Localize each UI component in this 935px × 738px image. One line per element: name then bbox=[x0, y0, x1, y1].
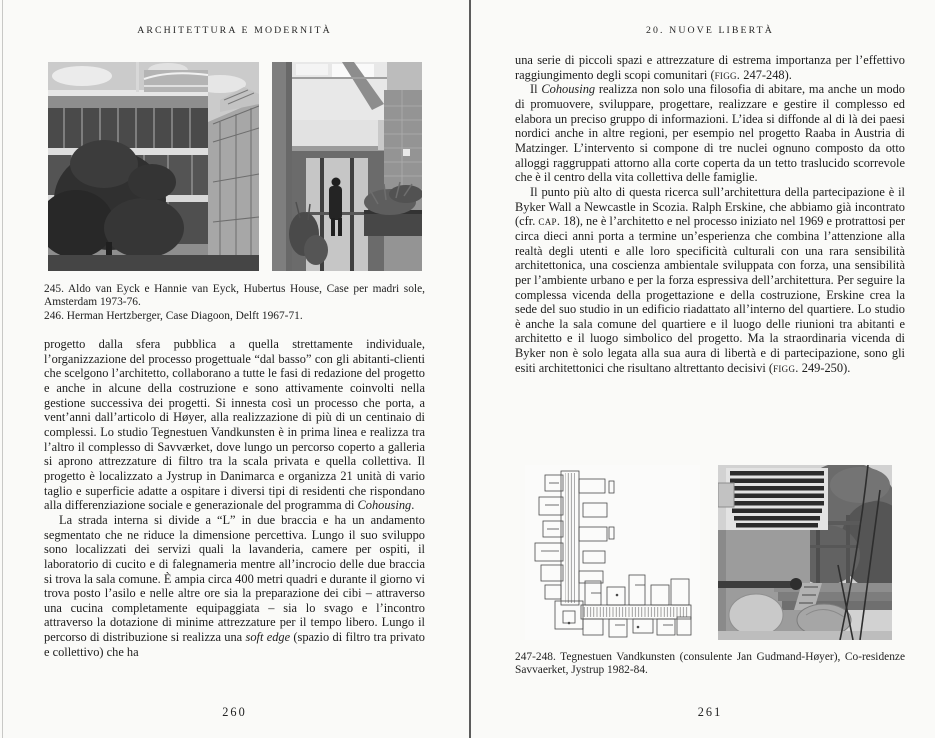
paragraph: Il Cohousing realizza non solo una filosofia di abitare, ma anche un modo di promuovere, sviluppare, progettare, realizzare e gestire il complesso ed elabora un preciso gruppo di informazioni. L’idea si diffonde al di là dei paesi nordici anche in altre regioni, per esempio nel progetto Raaba in Austria di Matzinger. L’intervento si compone di tre nuclei ognuno composto da otto alloggi raggruppati attorno alla corte coperta da un tetto traslucido scorrevole che è il centro della vita collettiva delle famiglie. bbox=[515, 82, 905, 185]
page-number-right: 261 bbox=[697, 705, 723, 719]
figure-248-photo bbox=[718, 465, 892, 640]
paragraph: progetto dalla sfera pubblica a quella strettamente individuale, l’organizzazione del processo progettuale “dal basso” con gli abitanti-clienti che scelgono l’architetto, collaborano a tutte le fasi di redazione del progetto e anche in alcune della costruzione e sono attivamente coinvolti nella gestione successiva dei progetti. Si innesta così un processo che porta, a vent’anni dall’articolo di Høyer, alla realizzazione di più di un centinaio di complessi. Lo studio Tegnestuen Vandkunsten è in prima linea e realizza tra l’altro il complesso di Savværket, dove lungo un percorso coperto a galleria si aprono attrezzature di filtro tra la scala privata e quella collettiva. Il progetto è localizzato a Jystrup in Danimarca e organizza 21 unità di vario taglio e superficie adatte a ospitare i diversi tipi di residenti che rispondano alla differenziazione sociale e generazionale del programma di Cohousing. bbox=[44, 337, 425, 513]
gutter-divider bbox=[469, 0, 471, 738]
page-left bbox=[0, 0, 467, 738]
paragraph: La strada interna si divide a “L” in due braccia e ha un andamento segmentato che ne riduce la dimensione percettiva. Lungo il suo sviluppo sono localizzati dei servizi quali la lavanderia, camere per ospiti, il laboratorio di cucito e di falegnameria mentre all’incrocio delle due braccia si trova la sala comune. È ampia circa 400 metri quadri e durante il giorno vi trova posto l’asilo e nelle altre ore sia la preparazione dei cibi – attraverso una cucina completamente equipaggiata – sia lo svago e l’incontro attraverso la dotazione di minime attrezzature per il tempo libero. Lungo il percorso di distribuzione si realizza una soft edge (spazio di filtro tra privato e collettivo) che ha bbox=[44, 512, 425, 659]
figure-247-plan bbox=[525, 465, 700, 640]
page-edge-line bbox=[2, 0, 3, 738]
page-number-left: 260 bbox=[222, 705, 247, 719]
body-text-left bbox=[44, 337, 425, 659]
paragraph: una serie di piccoli spazi e attrezzature di estrema importanza per l’effettivo raggiungimento degli scopi comunitari (figg. 247-248). bbox=[515, 53, 905, 82]
white-beam bbox=[292, 120, 384, 150]
body-text-right bbox=[515, 53, 905, 375]
louver-panel bbox=[726, 468, 828, 530]
window bbox=[718, 483, 734, 507]
block-wall bbox=[384, 90, 422, 271]
running-head-right: 20. NUOVE LIBERTÀ bbox=[646, 25, 774, 36]
caption-245: 245. Aldo van Eyck e Hannie van Eyck, Hubertus House, Case per madri sole, Amsterdam 1973-76. bbox=[44, 283, 425, 309]
caption-right bbox=[515, 651, 905, 678]
paragraph: Il punto più alto di questa ricerca sull’architettura della partecipazione è il Byker Wall a Newcastle in Scozia. Ralph Erskine, che abbiamo già incontrato (cfr. cap. 18), ne è l’architetto e nel processo iniziato nel 1969 e protrattosi per circa dieci anni porta a termine un’esperienza che combina l’attenzione alla realtà degli utenti e alle loro specificità culturali con una rara sensibilità architettonica, una coscienza ambientale sviluppata con forza, una sensibilità per l’ambiente urbano e per la forza espressiva dell’architettura. Per seguire la complessa vicenda della progettazione e della costruzione, Erskine crea la sede del suo studio in un edificio riadattato all’interno del quartiere. Lo studio è anche la sala comune del quartiere e il luogo delle riunioni tra abitanti e architetto e il luogo simbolico del progetto. Ma la straordinaria vicenda di Byker non è solo legata alla sua aura di libertà e di partecipazione, sono gli esiti architettonici che risultano altrettanto decisivi (figg. 249-250). bbox=[515, 184, 905, 375]
figure-245-photo bbox=[48, 62, 259, 271]
running-head-left: ARCHITETTURA E MODERNITÀ bbox=[137, 25, 332, 36]
figure-246-photo bbox=[272, 62, 422, 271]
caption-246: 246. Herman Hertzberger, Case Diagoon, Delft 1967-71. bbox=[44, 309, 303, 322]
caption-left bbox=[44, 283, 425, 323]
caption-247-248: 247-248. Tegnestuen Vandkunsten (consulente Jan Gudmand-Høyer), Co-residenze Savvaerket, Jystrup 1982-84. bbox=[515, 651, 905, 677]
page-right bbox=[468, 0, 935, 738]
